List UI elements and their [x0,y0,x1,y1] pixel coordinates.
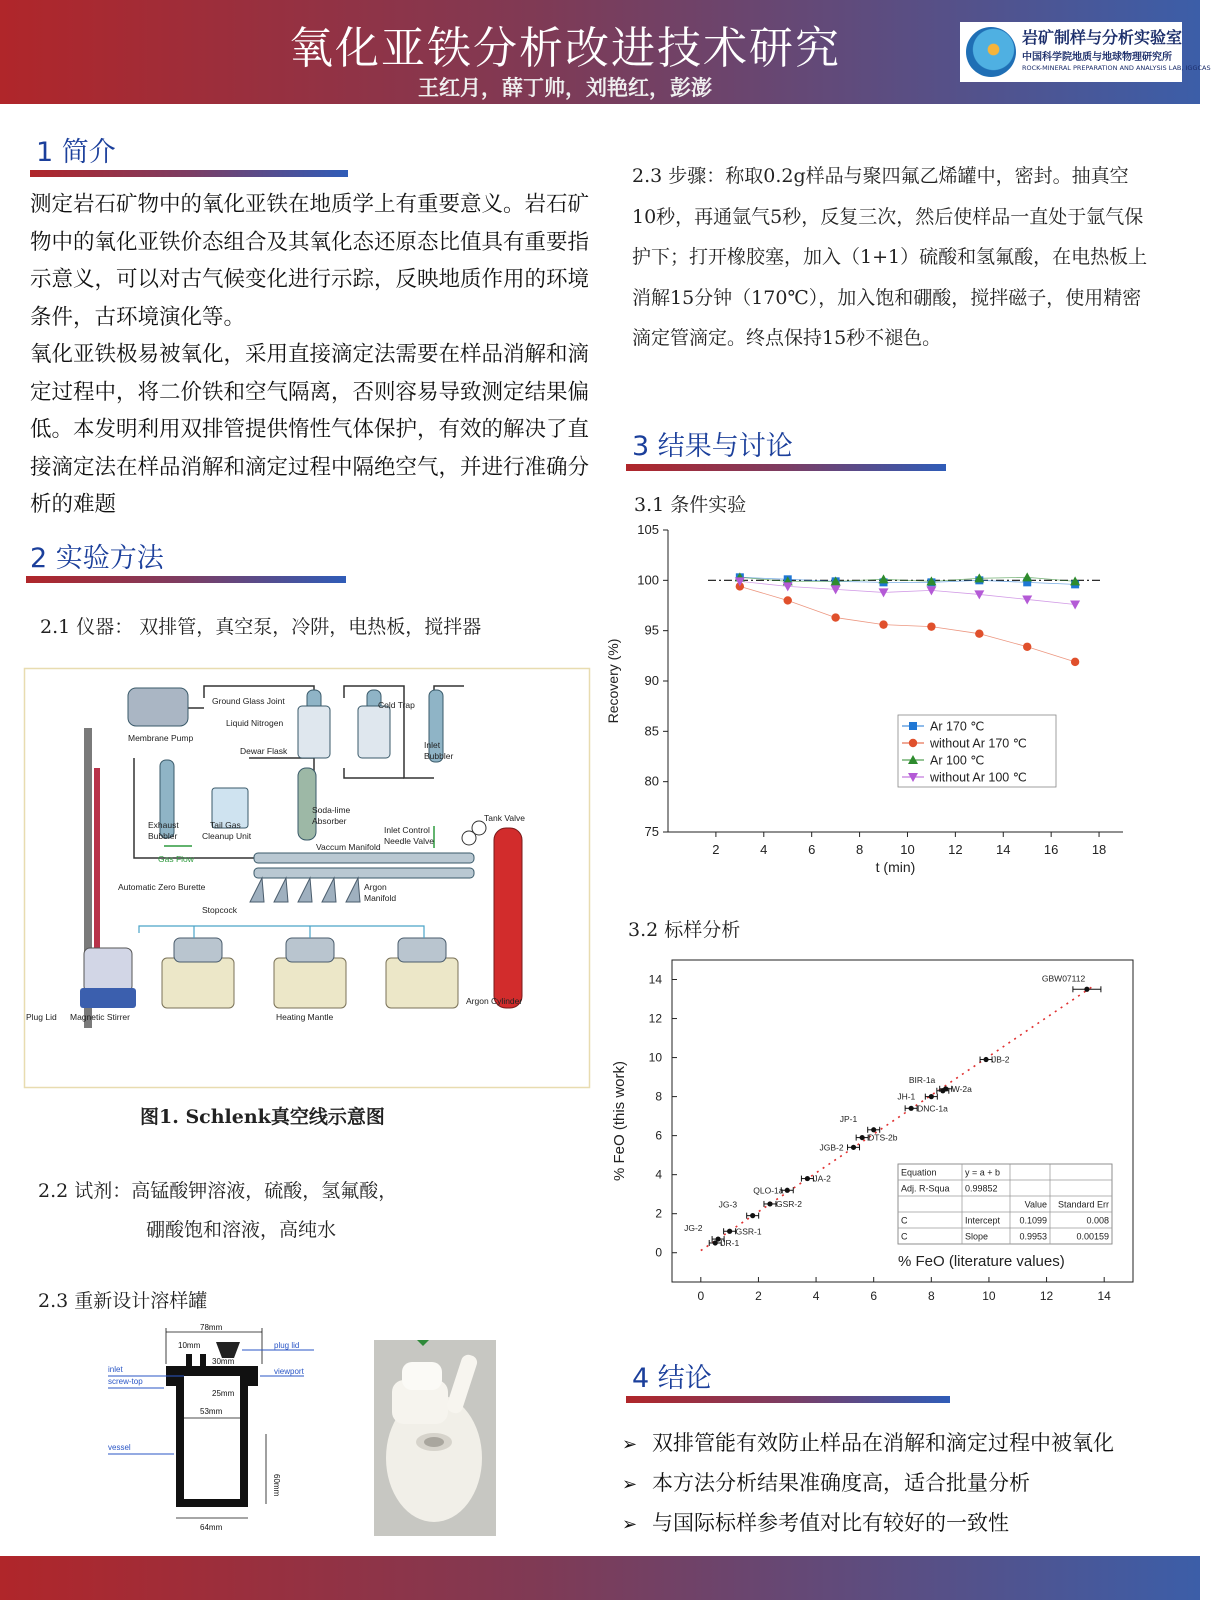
x-tick-label: 10 [900,842,915,857]
instruments-line: 2.1 仪器： 双排管，真空泵，冷阱，电热板，搅拌器 [40,616,482,638]
point-label: JR-1 [721,1237,740,1248]
y-tick-label: 90 [644,673,659,688]
intro-paragraph-2: 氧化亚铁极易被氧化，采用直接滴定法需要在样品消解和滴定过程中，将二价铁和空气隔离，否则容易导致测定结果偏低。本发明利用双排管提供惰性气体保护，有效的解决了直接滴定法在样品消解和滴定过程中隔绝空气，并进行准确分析的难题 [30,342,590,517]
table-cell-text: 0.99852 [965,1183,998,1194]
data-point [871,1127,876,1132]
data-point [784,596,792,604]
point-label: GSR-1 [735,1226,762,1237]
label-stopcock: Stopcock [202,905,237,915]
data-point [1022,572,1032,581]
y-tick-label: 80 [644,773,659,789]
y-tick-label: 10 [648,1050,662,1065]
label-heating-mantle: Heating Mantle [276,1012,334,1022]
data-point [879,588,889,597]
x-axis-title: t (min) [875,859,916,875]
x-tick-label: 18 [1091,842,1107,857]
y-tick-label: 75 [644,824,659,839]
label-liquid-nitrogen: Liquid Nitrogen [226,718,284,728]
legend-label: Ar 100 ℃ [930,753,985,768]
point-label: GBW07112 [1041,973,1086,984]
section-title-methods: 2 实验方法 [30,543,164,574]
reagents-line-2: 硼酸饱和溶液，高纯水 [146,1219,337,1241]
data-point [879,620,887,628]
label-inlet-bubbler: Inlet [424,740,441,750]
table-cell-text: C [901,1215,908,1226]
label-exhaust-bubbler-2: Bubbler [148,831,178,841]
data-point [727,1229,732,1234]
schlenk-line-diagram [24,668,590,1088]
lab-logo [960,22,1211,82]
label-magnetic-stirrer: Magnetic Stirrer [70,1012,130,1022]
x-tick-label: 2 [755,1289,762,1303]
label-vessel-screw-top: screw-top [108,1377,143,1386]
y-axis-title: Recovery (%) [605,638,621,724]
x-tick-label: 4 [812,1289,820,1303]
feo-comparison-chart [608,950,1184,1340]
list-item [622,1464,1182,1504]
y-tick-label: 105 [637,522,659,537]
x-tick-label: 12 [948,842,963,857]
poster-title: 氧化亚铁分析改进技术研究 [289,23,841,74]
standard-analysis-heading: 3.2 标样分析 [628,919,741,941]
point-label: BIR-1a [908,1074,936,1085]
label-vessel-plug-lid: plug lid [274,1341,300,1350]
y-tick-label: 2 [655,1206,662,1221]
arrow-bullet-icon: ➢ [622,1434,638,1455]
label-inlet-bubbler-2: Bubbler [424,751,454,761]
data-point [927,622,935,630]
conclusion-text: 双排管能有效防止样品在消解和滴定过程中被氧化 [652,1431,1114,1455]
vessel-photo [374,1340,496,1536]
y-tick-label: 12 [648,1011,662,1026]
table-cell-text: Value [1024,1199,1047,1210]
point-label: DNC-1a [917,1103,948,1114]
point-label: DTS-2b [868,1132,898,1143]
table-cell-text: Adj. R-Squa [901,1183,950,1194]
data-point [851,1145,856,1150]
section-title-intro: 1 简介 [36,137,116,168]
data-point [929,1094,934,1099]
lab-english-name: ROCK-MINERAL PREPARATION AND ANALYSIS LAB, IGGCAS [1022,64,1211,72]
x-axis-title: % FeO (literature values) [898,1253,1065,1270]
list-item [622,1504,1182,1544]
point-label: W-2a [951,1083,972,1094]
x-tick-label: 16 [1043,842,1059,857]
lab-name: 岩矿制样与分析实验室 [1022,28,1183,47]
table-cell-text: 0.00159 [1076,1231,1109,1242]
dim-60mm: 60mm [272,1474,281,1497]
intro-paragraph-1: 测定岩石矿物中的氧化亚铁在地质学上有重要意义。岩石矿物中的氧化亚铁价态组合及其氧化态还原态比值具有重要指示意义，可以对古气候变化进行示踪，反映地质作用的环境条件，古环境演化等。 [30,192,590,330]
legend-label: Ar 170 ℃ [930,719,985,734]
data-point [860,1135,865,1140]
label-soda-lime: Soda-lime [312,805,351,815]
reagents-line-1: 2.2 试剂：高锰酸钾溶液，硫酸，氢氟酸， [38,1180,398,1202]
dim-64mm: 64mm [200,1523,223,1532]
table-cell-text: Intercept [965,1215,1001,1226]
y-axis-title: % FeO (this work) [611,1060,628,1182]
table-cell-text: Standard Err [1057,1199,1109,1210]
x-tick-label: 8 [927,1289,935,1303]
label-dewar-flask: Dewar Flask [240,746,288,756]
x-tick-label: 14 [996,842,1011,857]
label-argon-cylinder: Argon Cylinder [466,996,523,1006]
legend-label: without Ar 100 ℃ [930,770,1027,785]
x-tick-label: 12 [1039,1289,1054,1303]
x-tick-label: 10 [982,1289,996,1303]
vessel-schematic [104,1324,344,1536]
section-title-conclusion: 4 结论 [632,1363,712,1394]
label-exhaust-bubbler: Exhaust [148,820,179,830]
y-tick-label: 4 [655,1167,662,1182]
point-label: JH-1 [897,1091,916,1102]
table-cell-text: Slope [965,1231,989,1242]
x-tick-label: 8 [855,842,864,857]
label-tail-gas: Tail Gas [210,820,241,830]
label-soda-lime-2: Absorber [312,816,347,826]
table-cell-text: y = a + b [965,1167,1001,1178]
label-vessel-inlet: inlet [108,1365,123,1374]
section-underline [30,170,348,177]
y-tick-label: 95 [644,622,659,638]
label-vacuum-manifold: Vaccum Manifold [316,842,381,852]
y-tick-label: 0 [655,1245,662,1260]
section-underline [626,464,946,471]
y-tick-label: 14 [648,972,662,987]
data-point [767,1201,772,1206]
label-inlet-control-2: Needle Valve [384,836,434,846]
condition-experiment-heading: 3.1 条件实验 [634,494,747,516]
point-label: JG-3 [718,1199,738,1210]
poster-header [0,0,1211,104]
table-cell-text: 0.008 [1086,1215,1109,1226]
arrow-bullet-icon: ➢ [622,1474,638,1495]
table-cell-text: Equation [901,1167,937,1178]
x-tick-label: 14 [1097,1289,1111,1303]
conclusion-list [622,1424,1182,1544]
x-tick-label: 6 [870,1289,878,1303]
table-cell-text: 0.1099 [1019,1215,1047,1226]
dim-10mm: 10mm [178,1341,201,1350]
label-argon-manifold: Argon [364,882,387,892]
y-tick-label: 100 [637,572,659,588]
data-point [750,1213,755,1218]
data-point [1023,643,1031,651]
point-label: JB-2 [992,1054,1010,1065]
label-tank-valve: Tank Valve [484,813,525,823]
data-point [716,1236,721,1241]
x-tick-label: 4 [760,842,768,857]
steps-paragraph: 2.3 步骤：称取0.2g样品与聚四氟乙烯罐中，密封。抽真空10秒，再通氩气5秒，反复三次，然后使样品一直处于氩气保护下；打开橡胶塞，加入（1+1）硫酸和氢氟酸，在电热板上消解15分钟（170℃），加入饱和硼酸，搅拌磁子，使用精密滴定管滴定。终点保持15秒不褪色。 [632,165,1148,349]
y-tick-label: 85 [644,723,659,739]
conclusion-text: 与国际标样参考值对比有较好的一致性 [652,1511,1009,1535]
data-point [785,1188,790,1193]
redesign-heading: 2.3 重新设计溶样罐 [38,1290,208,1312]
label-inlet-control: Inlet Control [384,825,430,835]
x-tick-label: 6 [808,842,816,857]
list-item [622,1424,1182,1464]
conclusion-text: 本方法分析结果准确度高，适合批量分析 [652,1471,1030,1495]
point-label: GSR-2 [775,1198,802,1209]
data-point [1084,987,1089,992]
point-label: QLO-1a [753,1185,784,1196]
arrow-bullet-icon: ➢ [622,1514,638,1535]
data-point [983,1057,988,1062]
label-argon-manifold-2: Manifold [364,893,397,903]
point-label: JG-2 [684,1223,703,1234]
label-auto-burette: Automatic Zero Burette [118,882,206,892]
dim-78mm: 78mm [200,1323,223,1332]
label-gas-flow: Gas Flow [158,854,194,864]
author-list: 王红月，薛丁帅，刘艳红，彭澎 [418,76,712,100]
dim-25mm: 25mm [212,1389,235,1398]
y-tick-label: 6 [655,1128,662,1143]
dim-53mm: 53mm [200,1407,223,1416]
data-point [1071,658,1079,666]
label-plug-lid: Plug Lid [26,1012,57,1022]
label-membrane-pump: Membrane Pump [128,733,194,743]
data-point [975,629,983,637]
data-point [943,1086,948,1091]
x-tick-label: 0 [697,1289,705,1303]
legend-marker [909,722,917,730]
poster-footer [0,1556,1200,1600]
point-label: JGB-2 [819,1142,844,1153]
point-label: JA-2 [813,1173,831,1184]
data-point [1070,600,1080,609]
lab-logo-icon [966,27,1016,77]
label-vessel-viewport: viewport [274,1367,304,1376]
label-tail-gas-2: Cleanup Unit [202,831,252,841]
data-point [831,613,839,621]
label-ground-glass-joint: Ground Glass Joint [212,696,285,706]
label-vessel-body: vessel [108,1443,131,1452]
recovery-chart [605,522,1168,895]
legend-label: without Ar 170 ℃ [930,736,1027,751]
label-cold-trap: Cold Trap [378,700,415,710]
data-point [805,1176,810,1181]
data-point [909,1106,914,1111]
point-label: JP-1 [839,1113,858,1124]
figure-caption: 图1. Schlenk真空线示意图 [140,1106,385,1128]
section-title-results: 3 结果与讨论 [632,431,793,462]
dim-30mm: 30mm [212,1357,235,1366]
legend-marker [909,739,917,747]
section-underline [626,1396,950,1403]
table-cell-text: C [901,1231,908,1242]
section-underline [26,576,346,583]
y-tick-label: 8 [655,1089,662,1104]
x-tick-label: 2 [712,842,720,857]
institute-name: 中国科学院地质与地球物理研究所 [1022,52,1172,63]
table-cell-text: 0.9953 [1019,1231,1047,1242]
